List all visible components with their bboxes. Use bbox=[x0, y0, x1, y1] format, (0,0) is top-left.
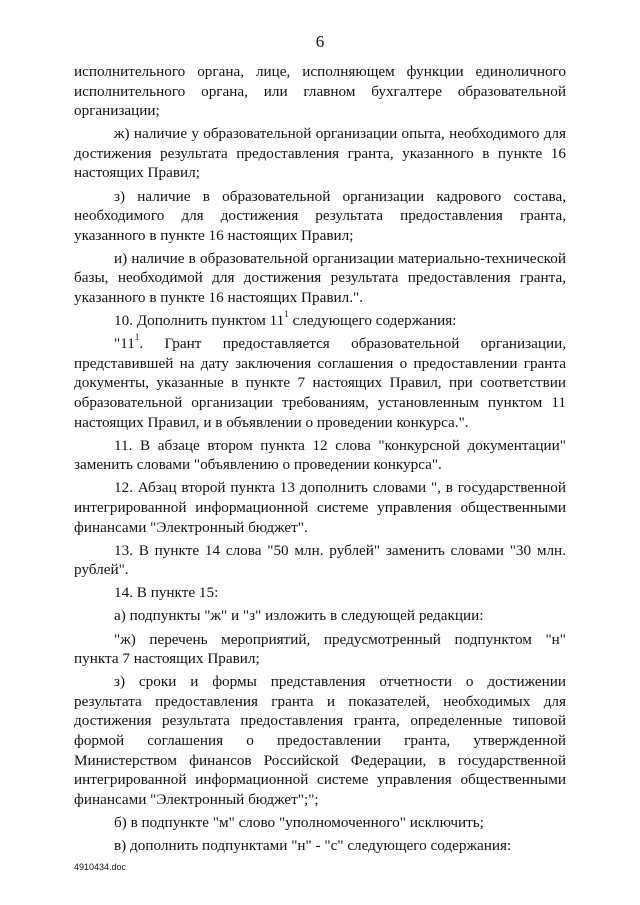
text-line bbox=[74, 354, 566, 374]
text-run: рублей". bbox=[74, 561, 129, 579]
text-run: б) в подпункте "м" слово "уполномоченного" исключить; bbox=[114, 813, 484, 831]
text-line bbox=[74, 249, 566, 269]
text-line bbox=[74, 498, 566, 518]
text-run: организации; bbox=[74, 102, 160, 120]
text-line bbox=[74, 82, 566, 102]
text-line bbox=[74, 790, 566, 810]
text-run: представившей на дату заключения соглашения о предоставлении гранта bbox=[74, 354, 566, 372]
text-line bbox=[74, 455, 566, 475]
text-run: следующего содержания: bbox=[288, 312, 457, 330]
text-run: заменить словами "объявлению о проведении конкурса". bbox=[74, 456, 442, 474]
text-line bbox=[74, 413, 566, 433]
text-line bbox=[74, 62, 566, 82]
text-run: исполнительного органа, или главном бухгалтере образовательной bbox=[74, 82, 566, 100]
text-line bbox=[74, 518, 566, 538]
text-line bbox=[74, 288, 566, 308]
text-run: . Грант предоставляется образовательной организации, bbox=[139, 335, 566, 353]
text-run: 10. Дополнить пунктом 11 bbox=[114, 312, 285, 330]
text-run: ж) наличие у образовательной организации опыта, необходимого для bbox=[114, 125, 566, 143]
text-run: базы, необходимой для достижения результата предоставления гранта, bbox=[74, 269, 566, 287]
text-line bbox=[74, 541, 566, 561]
text-run: результата предоставления гранта и показателей, необходимых для bbox=[74, 692, 566, 710]
text-run: финансами "Электронный бюджет";"; bbox=[74, 790, 319, 808]
text-run: достижения результата предоставления гранта, указанного в пункте 16 bbox=[74, 144, 566, 162]
text-line bbox=[74, 101, 566, 121]
text-line bbox=[74, 311, 566, 331]
text-line bbox=[74, 393, 566, 413]
text-run: и) наличие в образовательной организации материально-технической bbox=[114, 249, 566, 267]
text-run: настоящих Правил, и в объявлении о проведении конкурса.". bbox=[74, 413, 469, 431]
text-line bbox=[74, 630, 566, 650]
text-line bbox=[74, 649, 566, 669]
page-number: 6 bbox=[315, 32, 325, 51]
text-run: необходимого для достижения результата предоставления гранта, bbox=[74, 207, 566, 225]
text-run: Министерством финансов Российской Федерации, в государственной bbox=[74, 751, 566, 769]
text-run: 12. Абзац второй пункта 13 дополнить словами ", в государственной bbox=[114, 479, 566, 497]
text-line bbox=[74, 478, 566, 498]
text-run: образовательной организации требованиям, установленным пунктом 11 bbox=[74, 394, 566, 411]
text-run: 11. В абзаце втором пункта 12 слова "конкурсной документации" bbox=[114, 436, 566, 454]
text-run: финансами "Электронный бюджет". bbox=[74, 518, 308, 536]
text-run: "ж) перечень мероприятий, предусмотренный подпунктом "н" bbox=[114, 630, 566, 648]
text-run: а) подпункты "ж" и "з" изложить в следующей редакции: bbox=[114, 607, 484, 625]
text-line bbox=[74, 373, 566, 393]
text-run: 13. В пункте 14 слова "50 млн. рублей" заменить словами "30 млн. bbox=[114, 541, 566, 559]
text-run: з) сроки и формы представления отчетности о достижении bbox=[114, 673, 566, 691]
text-line bbox=[74, 711, 566, 731]
text-run: указанного в пункте 16 настоящих Правил; bbox=[74, 226, 354, 244]
text-line bbox=[74, 560, 566, 580]
text-line bbox=[74, 813, 566, 833]
text-line bbox=[74, 692, 566, 712]
text-run: указанного в пункте 16 настоящих Правил.". bbox=[74, 289, 363, 307]
document-body bbox=[74, 62, 566, 856]
text-line bbox=[74, 163, 566, 183]
text-line bbox=[74, 770, 566, 790]
text-line bbox=[74, 583, 566, 603]
text-line bbox=[74, 226, 566, 246]
text-line bbox=[74, 606, 566, 626]
text-run: з) наличие в образовательной организации кадрового состава, bbox=[114, 187, 566, 205]
text-run: интегрированной информационной системе управления общественными bbox=[74, 498, 566, 516]
text-line bbox=[74, 751, 566, 771]
text-run: "11 bbox=[114, 335, 135, 353]
superscript: 1 bbox=[134, 332, 140, 343]
text-run: интегрированной информационной системе управления общественными bbox=[74, 771, 566, 789]
text-line bbox=[74, 187, 566, 207]
text-run: пункта 7 настоящих Правил; bbox=[74, 650, 260, 668]
text-run: документы, указанные в пункте 7 настоящих Правил, при соответствии bbox=[74, 374, 566, 392]
superscript: 1 bbox=[284, 309, 289, 320]
text-line bbox=[74, 436, 566, 456]
text-run: формой соглашения о предоставлении гранта, утвержденной bbox=[74, 732, 566, 749]
document-footer: 4910434.doc bbox=[74, 862, 127, 872]
text-line bbox=[74, 206, 566, 226]
text-line bbox=[74, 836, 566, 856]
text-run: в) дополнить подпунктами "н" - "с" следующего содержания: bbox=[114, 836, 512, 854]
text-run: 14. В пункте 15: bbox=[114, 584, 219, 602]
text-line bbox=[74, 268, 566, 288]
text-run: исполнительного органа, лице, исполняющем функции единоличного bbox=[74, 63, 566, 80]
text-run: настоящих Правил; bbox=[74, 164, 200, 182]
text-line bbox=[74, 731, 566, 751]
text-line bbox=[74, 144, 566, 164]
text-line bbox=[74, 334, 566, 354]
text-run: достижения результата предоставления гранта, определенные типовой bbox=[74, 712, 566, 730]
text-line bbox=[74, 124, 566, 144]
text-line bbox=[74, 672, 566, 692]
